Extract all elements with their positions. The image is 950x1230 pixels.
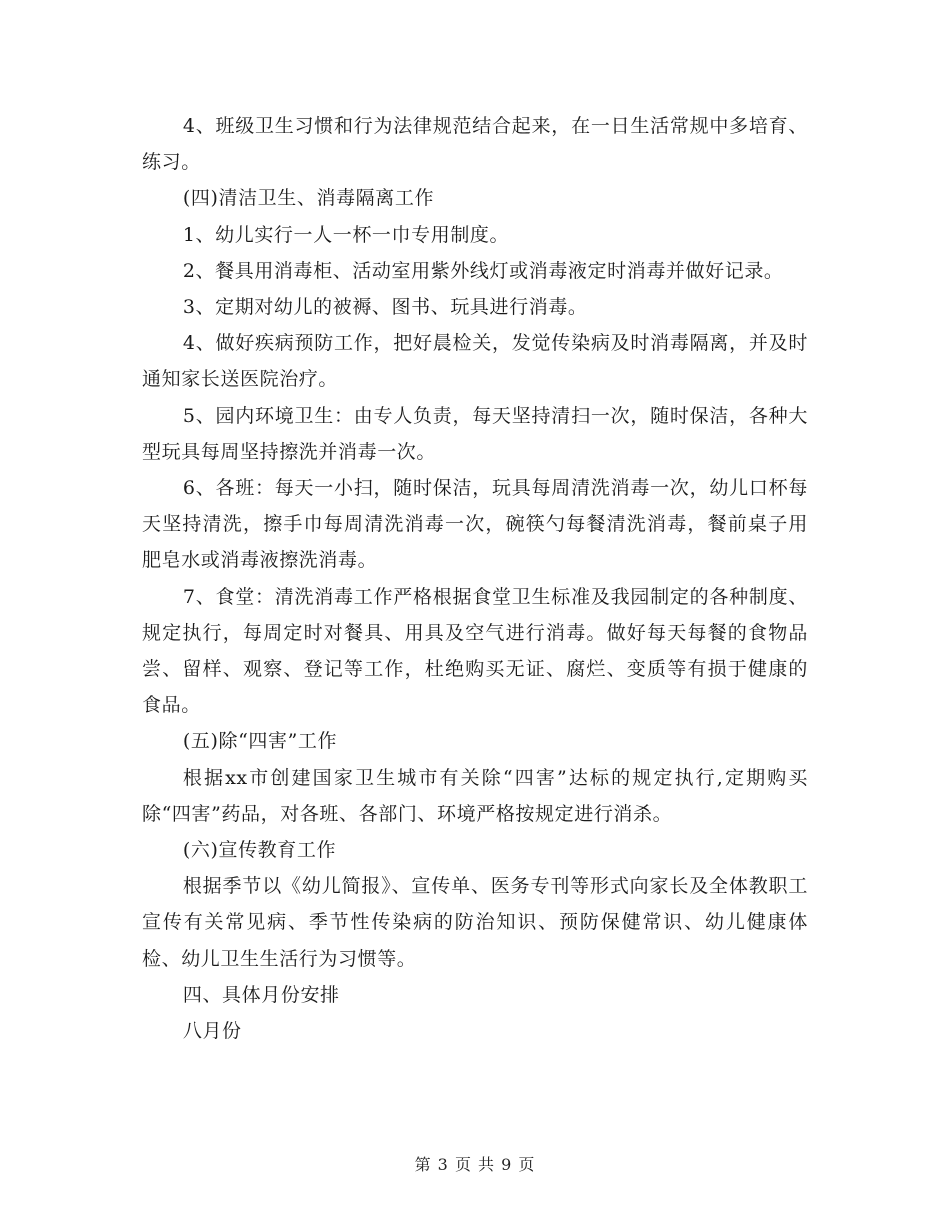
paragraph-item-3-bedding: 3、定期对幼儿的被褥、图书、玩具进行消毒。 xyxy=(182,296,588,319)
paragraph-item-4-habits: 4、班级卫生习惯和行为法律规范结合起来，在一日生活常规中多培育、练习。 xyxy=(142,115,808,174)
page-number-footer: 第 3 页 共 9 页 xyxy=(414,1155,536,1174)
paragraph-item-1-cup-towel: 1、幼儿实行一人一杯一巾专用制度。 xyxy=(182,223,510,246)
paragraph-item-6-classes: 6、各班：每天一小扫，随时保洁，玩具每周清洗消毒一次，幼儿口杯每天坚持清洗，擦手巾每周清洗消毒一次，碗筷勺每餐清洗消毒，餐前桌子用肥皂水或消毒液擦洗消毒。 xyxy=(142,477,808,572)
paragraph-item-2-tableware: 2、餐具用消毒柜、活动室用紫外线灯或消毒液定时消毒并做好记录。 xyxy=(182,259,784,282)
paragraph-publicity-education: 根据季节以《幼儿简报》、宣传单、医务专刊等形式向家长及全体教职工宣传有关常见病、季节性传染病的防治知识、预防保健常识、幼儿健康体检、幼儿卫生生活行为习惯等。 xyxy=(142,875,808,970)
section-heading-cleaning-disinfection: (四)清洁卫生、消毒隔离工作 xyxy=(182,187,435,210)
paragraph-item-4-disease-prevention: 4、做好疾病预防工作，把好晨检关，发觉传染病及时消毒隔离，并及时通知家长送医院治疗。 xyxy=(142,332,808,391)
section-heading-monthly-schedule: 四、具体月份安排 xyxy=(182,983,340,1006)
document-body xyxy=(142,108,808,1049)
section-heading-publicity-education: (六)宣传教育工作 xyxy=(182,839,337,862)
subheading-august: 八月份 xyxy=(182,1020,242,1043)
paragraph-four-pests: 根据xx市创建国家卫生城市有关除“四害”达标的规定执行,定期购买除“四害”药品，对各班、各部门、环境严格按规定进行消杀。 xyxy=(142,766,808,825)
paragraph-item-5-campus-hygiene: 5、园内环境卫生：由专人负责，每天坚持清扫一次，随时保洁，各种大型玩具每周坚持擦洗并消毒一次。 xyxy=(142,404,808,463)
paragraph-item-7-canteen: 7、食堂：清洗消毒工作严格根据食堂卫生标准及我园制定的各种制度、规定执行，每周定时对餐具、用具及空气进行消毒。做好每天每餐的食物品尝、留样、观察、登记等工作，杜绝购买无证、腐烂、变质等有损于健康的食品。 xyxy=(142,585,808,717)
section-heading-four-pests: (五)除“四害”工作 xyxy=(182,730,338,753)
